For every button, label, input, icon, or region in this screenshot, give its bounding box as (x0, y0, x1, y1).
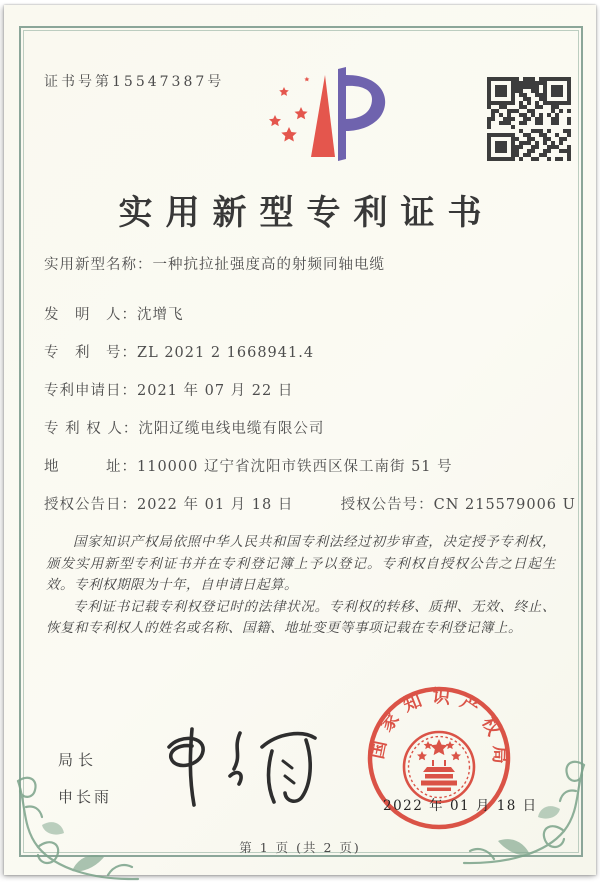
page-number: 第 1 页 (共 2 页) (239, 840, 361, 855)
field-label: 专 利 号： (44, 345, 137, 361)
seal-date: 2022 年 01 月 18 日 (383, 798, 538, 814)
field-value: 110000 辽宁省沈阳市铁西区保工南街 51 号 (137, 459, 453, 475)
director-name: 申长雨 (58, 788, 113, 806)
certificate-fields (44, 255, 576, 533)
cnipa-logo-icon (248, 63, 398, 171)
field-value: 沈增飞 (137, 307, 184, 323)
logo-stars (269, 77, 309, 142)
field-value: ZL 2021 2 1668941.4 (137, 345, 315, 361)
qr-code (487, 77, 571, 161)
certificate-number: 证书号第15547387号 (44, 74, 225, 90)
field-label: 专利申请日： (44, 383, 137, 399)
field-row-patent-no (44, 343, 566, 363)
legal-paragraph: 专利证书记载专利权登记时的法律状况。专利权的转移、质押、无效、终止、恢复和专利权人的姓名或名称、国籍、地址变更等事项记载在专利登记簿上。 (46, 598, 556, 636)
signature-handwriting-icon (152, 723, 327, 813)
legal-text (46, 532, 556, 640)
field-label: 发 明 人： (44, 307, 137, 323)
field-row-address (44, 457, 566, 477)
director-title: 局长 (58, 751, 99, 769)
field-value: 2022 年 01 月 18 日 (137, 497, 294, 513)
field-label: 授权公告日： (44, 497, 137, 513)
logo-wedge (311, 75, 335, 157)
field-label: 授权公告号： (340, 497, 434, 513)
seal-text: 国家知识产权局 (366, 685, 511, 773)
field-row-filing-date (44, 381, 566, 401)
field-label: 地 址： (44, 459, 137, 475)
corner-flourish-left-icon (12, 767, 140, 885)
field-value: 2021 年 07 月 22 日 (137, 383, 294, 399)
field-label: 专 利 权 人： (44, 421, 139, 437)
field-row-inventor (44, 305, 566, 325)
field-label: 实用新型名称： (44, 257, 153, 273)
field-row-patentee (44, 419, 566, 439)
certificate-title: 实用新型专利证书 (118, 193, 495, 233)
grant-no-pair (341, 497, 576, 513)
field-value: 沈阳辽缆电线电缆有限公司 (138, 421, 325, 437)
legal-paragraph: 国家知识产权局依照中华人民共和国专利法经过初步审查，决定授予专利权，颁发实用新型专利证书并在专利登记簿上予以登记。专利权自授权公告之日起生效。专利权期限为十年，自申请日起算。 (46, 534, 556, 593)
field-value: CN 215579006 U (433, 497, 576, 513)
field-row-grant (44, 495, 576, 515)
certificate-page (4, 5, 596, 875)
grant-date-pair (44, 495, 335, 515)
logo-p-mark (338, 67, 385, 161)
field-row-name (44, 255, 566, 275)
field-value: 一种抗拉扯强度高的射频同轴电缆 (152, 257, 385, 273)
